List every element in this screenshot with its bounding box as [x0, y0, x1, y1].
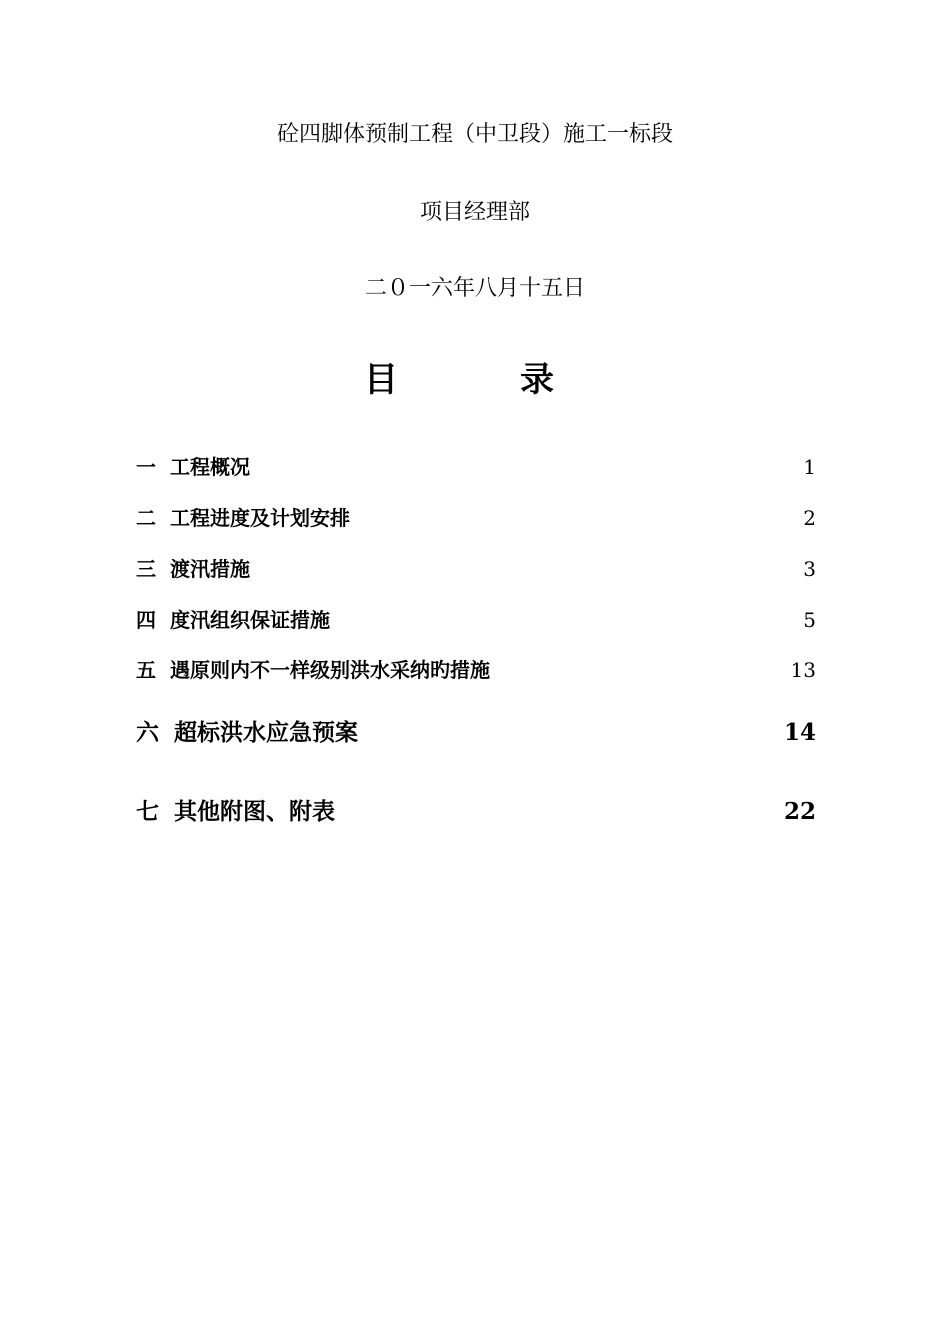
- toc-entry-title: 渡汛措施: [170, 557, 250, 581]
- toc-entry-label: [136, 503, 350, 533]
- toc-entry-page: 13: [790, 658, 816, 682]
- toc-entry-number: 一: [136, 455, 156, 479]
- toc-entry-title: 超标洪水应急预案: [174, 719, 358, 746]
- toc-entry-number: 六: [136, 719, 159, 746]
- toc-entry-number: 五: [136, 658, 156, 682]
- toc-entry-label: [136, 795, 335, 829]
- toc-entry-label: [136, 716, 358, 750]
- toc-heading-char-1: 目: [364, 360, 398, 400]
- toc-entry-number: 三: [136, 557, 156, 581]
- toc-entry-4[interactable]: [136, 605, 816, 635]
- toc-entry-label: [136, 655, 490, 685]
- toc-entry-label: [136, 554, 250, 584]
- toc-entry-title: 度汛组织保证措施: [170, 608, 330, 632]
- toc-entry-page: 5: [803, 608, 816, 632]
- organization-title: 砼四脚体预制工程（中卫段）施工一标段: [276, 122, 673, 147]
- toc-entry-7[interactable]: [136, 795, 816, 829]
- document-date: 二０一六年八月十五日: [364, 276, 585, 301]
- toc-entry-2[interactable]: [136, 503, 816, 533]
- toc-entry-page: 14: [783, 719, 816, 746]
- toc-entry-number: 二: [136, 506, 156, 530]
- toc-entry-page: 1: [803, 455, 816, 479]
- toc-entry-page: 3: [803, 557, 816, 581]
- toc-entry-title: 其他附图、附表: [174, 798, 335, 825]
- toc-heading-char-2: 录: [520, 360, 554, 400]
- toc-heading: [0, 356, 950, 404]
- toc-entry-5[interactable]: [136, 655, 816, 685]
- toc-entry-title: 工程概况: [170, 455, 250, 479]
- toc-entry-title: 工程进度及计划安排: [170, 506, 350, 530]
- toc-entry-number: 七: [136, 798, 159, 825]
- toc-entry-label: [136, 605, 330, 635]
- toc-entry-title: 遇原则内不一样级别洪水采纳旳措施: [170, 658, 490, 682]
- toc-entry-label: [136, 452, 250, 482]
- toc-entry-number: 四: [136, 608, 156, 632]
- toc-entry-3[interactable]: [136, 554, 816, 584]
- toc-entry-6[interactable]: [136, 716, 816, 750]
- toc-entry-page: 22: [783, 798, 816, 825]
- toc-entry-1[interactable]: [136, 452, 816, 482]
- toc-entry-page: 2: [803, 506, 816, 530]
- department-name: 项目经理部: [419, 200, 530, 225]
